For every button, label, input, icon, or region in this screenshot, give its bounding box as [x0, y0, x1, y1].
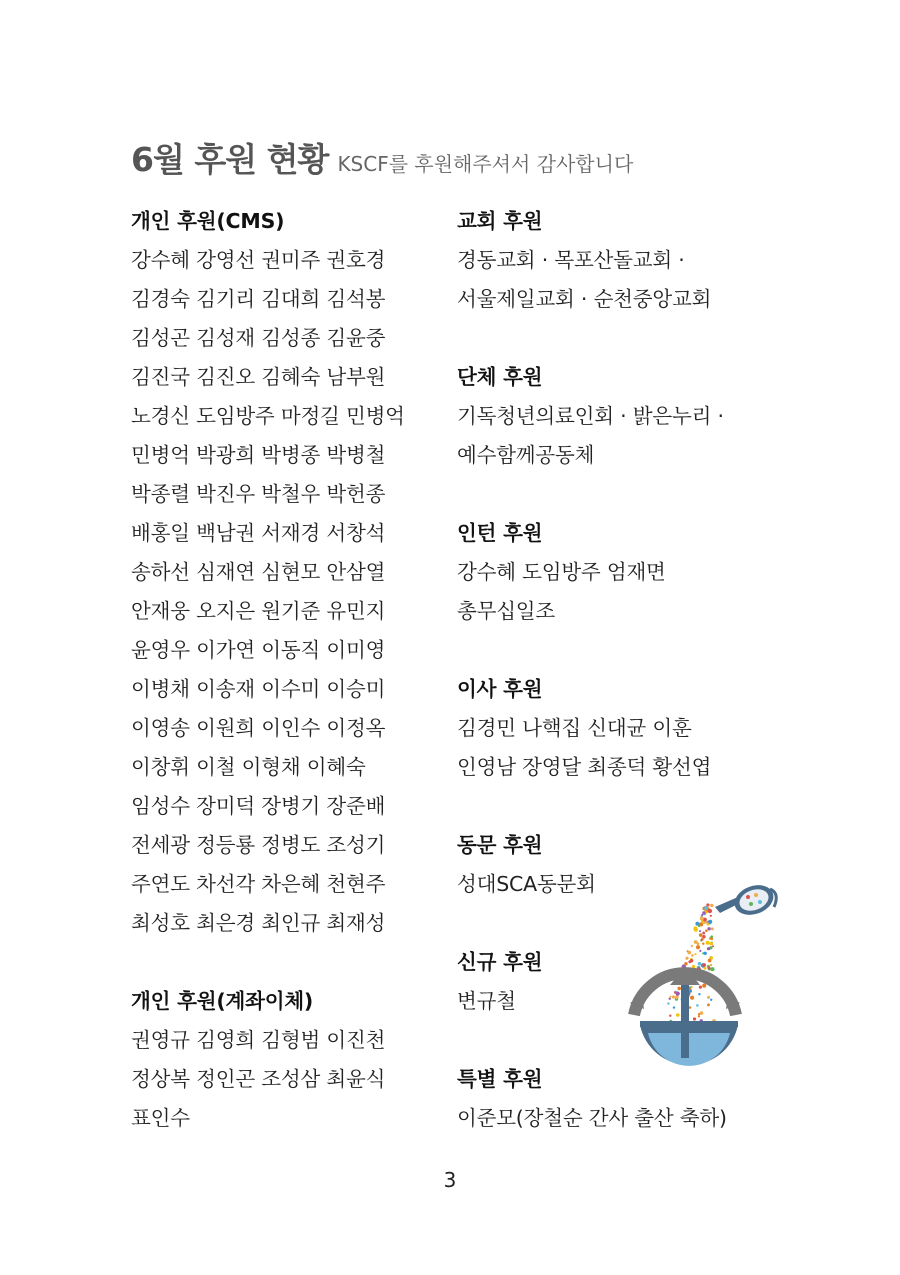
donor-line: 박종렬 박진우 박철우 박헌종	[131, 482, 386, 506]
donor-line: 노경신 도임방주 마정길 민병억	[131, 404, 405, 428]
section-gap	[457, 475, 777, 514]
page-number: 3	[443, 1168, 457, 1192]
donor-line: 배홍일 백남권 서재경 서창석	[131, 521, 386, 545]
donor-line: 김경민 나핵집 신대균 이훈	[457, 716, 692, 740]
section-heading: 개인 후원(CMS)	[131, 209, 285, 233]
donor-line: 표인수	[131, 1106, 190, 1130]
donor-line: 주연도 차선각 차은혜 천현주	[131, 872, 386, 896]
section-heading: 신규 후원	[457, 950, 543, 974]
kscf-emblem-icon	[630, 967, 740, 1066]
donor-line: 강수혜 강영선 권미주 권호경	[131, 248, 386, 272]
donor-line: 총무십일조	[457, 599, 556, 623]
donor-line: 민병억 박광희 박병종 박병철	[131, 443, 386, 467]
section-heading: 교회 후원	[457, 209, 543, 233]
donor-line: 전세광 정등룡 정병도 조성기	[131, 833, 386, 857]
section-gap	[457, 787, 777, 826]
donor-line: 인영남 장영달 최종덕 황선엽	[457, 755, 712, 779]
donor-line: 윤영우 이가연 이동직 이미영	[131, 638, 386, 662]
page-subtitle: KSCF를 후원해주셔서 감사합니다	[337, 152, 634, 176]
donor-line: 변규철	[457, 989, 516, 1013]
donor-line: 이준모(장철순 간사 출산 축하)	[457, 1106, 727, 1130]
donor-line: 정상복 정인곤 조성삼 최윤식	[131, 1067, 386, 1091]
section-heading: 동문 후원	[457, 833, 543, 857]
donor-line: 예수함께공동체	[457, 443, 595, 467]
donor-line: 김진국 김진오 김혜숙 남부원	[131, 365, 386, 389]
donor-line: 강수혜 도임방주 엄재면	[457, 560, 666, 584]
donor-line: 이영송 이원희 이인수 이정옥	[131, 716, 386, 740]
left-donor-column	[131, 202, 441, 1138]
page-title: 6월 후원 현황	[131, 140, 329, 179]
section-heading: 단체 후원	[457, 365, 543, 389]
donor-line: 안재웅 오지은 원기준 유민지	[131, 599, 386, 623]
donor-line: 기독청년의료인회 · 밝은누리 ·	[457, 404, 724, 428]
section-gap	[457, 319, 777, 358]
donor-line: 이병채 이송재 이수미 이승미	[131, 677, 386, 701]
section-gap	[131, 943, 441, 982]
section-heading: 인턴 후원	[457, 521, 543, 545]
page-header	[131, 134, 633, 181]
donor-line: 송하선 심재연 심현모 안삼열	[131, 560, 386, 584]
donor-line: 김경숙 김기리 김대희 김석봉	[131, 287, 386, 311]
section-heading: 개인 후원(계좌이체)	[131, 989, 314, 1013]
section-heading: 이사 후원	[457, 677, 543, 701]
donor-line: 최성호 최은경 최인규 최재성	[131, 911, 386, 935]
watering-emblem-illustration	[620, 875, 790, 1070]
donor-line: 김성곤 김성재 김성종 김윤중	[131, 326, 386, 350]
donor-line: 이창휘 이철 이형채 이혜숙	[131, 755, 366, 779]
donor-line: 경동교회 · 목포산돌교회 ·	[457, 248, 685, 272]
donor-line: 서울제일교회 · 순천중앙교회	[457, 287, 712, 311]
section-gap	[457, 631, 777, 670]
donor-line: 권영규 김영희 김형범 이진천	[131, 1028, 386, 1052]
donor-line: 임성수 장미덕 장병기 장준배	[131, 794, 386, 818]
donor-line: 성대SCA동문회	[457, 872, 596, 896]
watering-can-icon	[715, 880, 778, 920]
section-heading: 특별 후원	[457, 1067, 543, 1091]
